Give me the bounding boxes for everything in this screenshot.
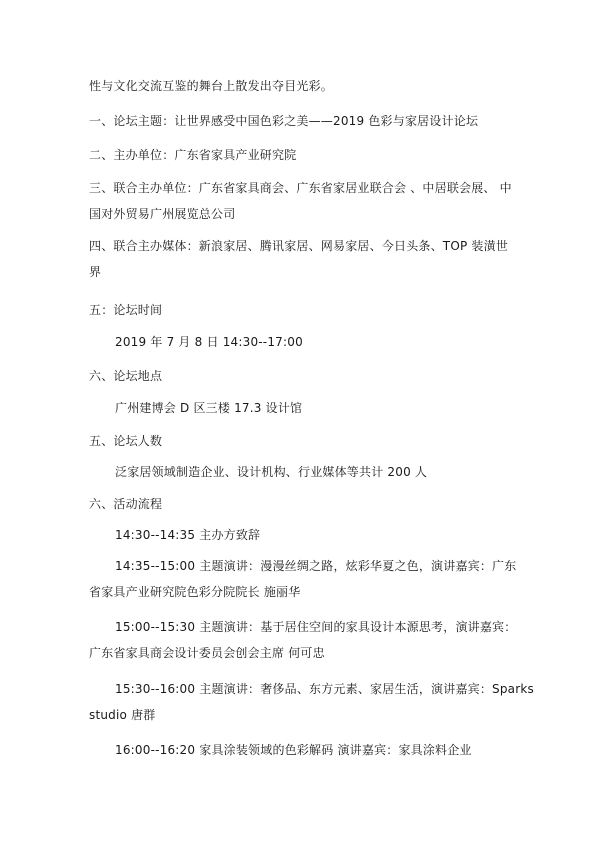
agenda-item: 14:30--14:35 主办方致辞 [115, 528, 261, 542]
text-line: studio 唐群 [89, 708, 156, 722]
agenda-item: 15:00--15:30 主题演讲：基于居住空间的家具设计本源思考，演讲嘉宾： [115, 620, 517, 634]
text-line: 界 [89, 265, 102, 279]
text-line: 省家具产业研究院色彩分院院长 施丽华 [89, 585, 301, 599]
section-forum-venue: 六、论坛地点 [89, 369, 163, 383]
agenda-item: 15:30--16:00 主题演讲：奢侈品、东方元素、家居生活，演讲嘉宾：Sparks [115, 682, 534, 696]
section-co-organizers: 三、联合主办单位：广东省家具商会、广东省家居业联合会 、中居联会展、 中 [89, 181, 512, 195]
section-forum-time: 五：论坛时间 [89, 303, 163, 317]
section-forum-attendance: 五、论坛人数 [89, 434, 163, 448]
section-co-media: 四、联合主办媒体：新浪家居、腾讯家居、网易家居、今日头条、TOP 装潢世 [89, 239, 509, 253]
forum-time-value: 2019 年 7 月 8 日 14:30--17:00 [115, 335, 303, 349]
text-line: 性与文化交流互鉴的舞台上散发出夺目光彩。 [89, 79, 334, 93]
section-forum-theme: 一、论坛主题：让世界感受中国色彩之美——2019 色彩与家居设计论坛 [89, 114, 479, 128]
section-agenda: 六、活动流程 [89, 497, 163, 511]
text-line: 国对外贸易广州展览总公司 [89, 207, 236, 221]
agenda-item: 14:35--15:00 主题演讲：漫漫丝绸之路，炫彩华夏之色，演讲嘉宾：广东 [115, 559, 517, 573]
section-organizer: 二、主办单位：广东省家具产业研究院 [89, 148, 297, 162]
forum-attendance-value: 泛家居领域制造企业、设计机构、行业媒体等共计 200 人 [115, 465, 428, 479]
forum-venue-value: 广州建博会 D 区三楼 17.3 设计馆 [115, 401, 303, 415]
agenda-item: 16:00--16:20 家具涂装领域的色彩解码 演讲嘉宾：家具涂料企业 [115, 743, 472, 757]
text-line: 广东省家具商会设计委员会创会主席 何可忠 [89, 646, 325, 660]
